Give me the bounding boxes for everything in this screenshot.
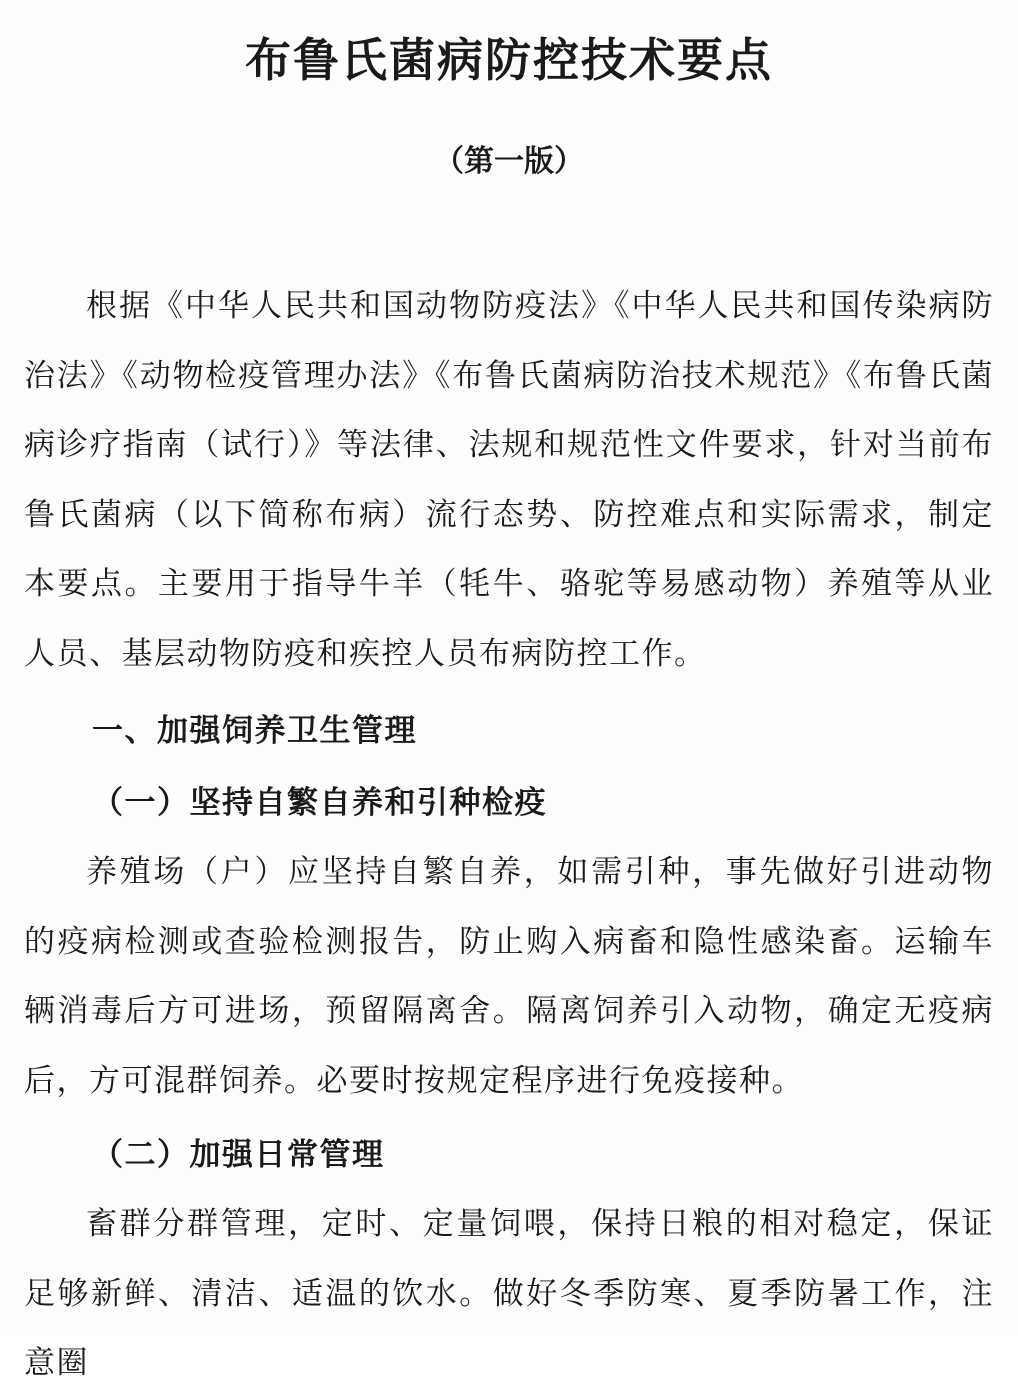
subsection-heading-2: （二）加强日常管理	[92, 1137, 385, 1173]
section-heading-1: 一、加强饲养卫生管理	[92, 713, 417, 749]
document-title: 布鲁氏菌病防控技术要点	[245, 33, 773, 87]
document-subtitle: （第一版）	[434, 144, 584, 179]
intro-paragraph: 根据《中华人民共和国动物防疫法》《中华人民共和国传染病防治法》《动物检疫管理办法》《布鲁氏菌病防治技术规范》《布鲁氏菌病诊疗指南（试行）》等法律、法规和规范性文件要求，针对当前布鲁氏菌病（以下简称布病）流行态势、防控难点和实际需求，制定本要点。主要用于指导牛羊（牦牛、骆驼等易感动物）养殖等从业人员、基层动物防疫和疾控人员布病防控工作。	[24, 288, 994, 672]
subsection-paragraph-1: 养殖场（户）应坚持自繁自养，如需引种，事先做好引进动物的疫病检测或查验检测报告，防止购入病畜和隐性感染畜。运输车辆消毒后方可进场，预留隔离舍。隔离饲养引入动物，确定无疫病后，方可混群饲养。必要时按规定程序进行免疫接种。	[24, 854, 994, 1099]
subsection-heading-1: （一）坚持自繁自养和引种检疫	[92, 785, 547, 821]
subsection-paragraph-2: 畜群分群管理，定时、定量饲喂，保持日粮的相对稳定，保证足够新鲜、清洁、适温的饮水。做好冬季防寒、夏季防暑工作，注意圈	[24, 1206, 994, 1381]
